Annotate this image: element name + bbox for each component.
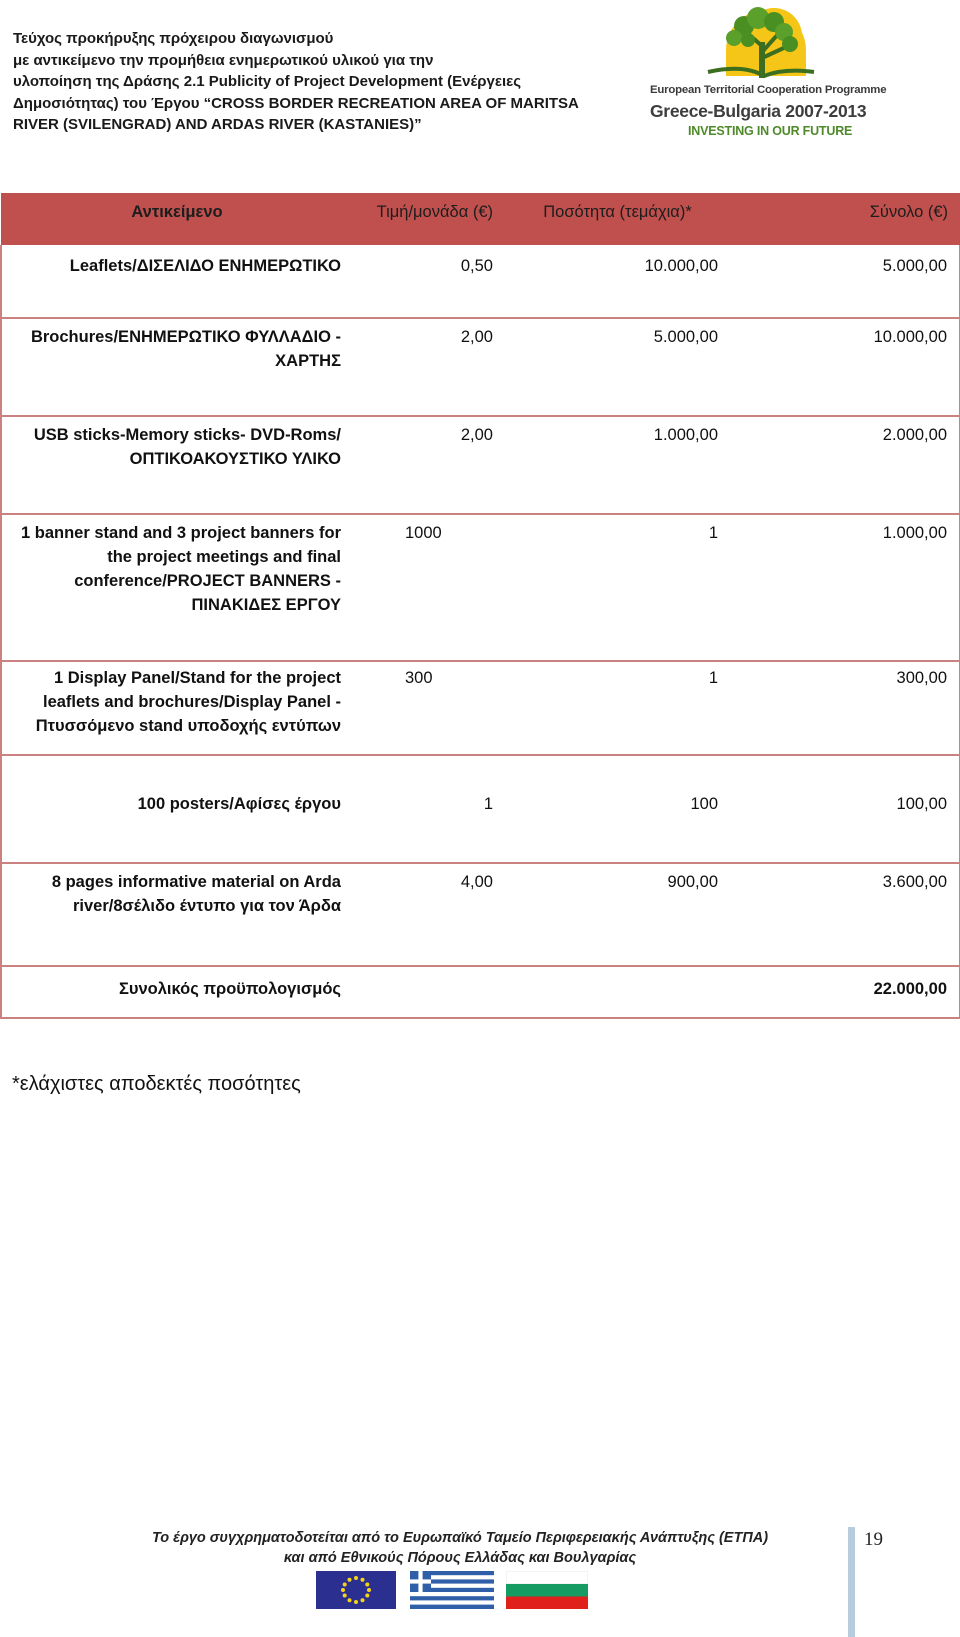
header-line: Δημοσιότητας) του Έργου “CROSS BORDER RECREATION AREA OF MARITSA	[13, 94, 579, 112]
row-total: 300,00	[730, 661, 960, 755]
quantity: 1.000,00	[505, 416, 730, 514]
item-name: 1 Display Panel/Stand for the project leaflets and brochures/Display Panel - Πτυσσόμενο stand υποδοχής εντύπων	[1, 661, 353, 755]
footer-line: και από Εθνικούς Πόρους Ελλάδας και Βουλγαρίας	[283, 1550, 637, 1566]
unit-price: 1000	[353, 514, 505, 661]
greece-flag-icon	[410, 1571, 494, 1609]
column-header-total: Σύνολο (€)	[730, 193, 960, 245]
table-row	[1, 416, 960, 514]
table-row	[1, 245, 960, 318]
item-name: Brochures/ΕΝΗΜΕΡΩΤΙΚΟ ΦΥΛΛΑΔΙΟ - ΧΑΡΤΗΣ	[1, 318, 353, 416]
eu-flag-icon	[316, 1571, 396, 1609]
page-number: 19	[864, 1529, 883, 1550]
table-row	[1, 863, 960, 966]
footer-funding-text	[120, 1528, 800, 1568]
quantity: 1	[505, 514, 730, 661]
bulgaria-flag-icon	[506, 1571, 588, 1609]
header-line: με αντικείμενο την προμήθεια ενημερωτικού υλικού για την	[13, 51, 434, 69]
logo-programme-text: European Territorial Cooperation Programme	[650, 84, 887, 96]
table-row	[1, 755, 960, 863]
header-line: υλοποίηση της Δράσης 2.1 Publicity of Project Development (Ενέργειες	[13, 73, 522, 91]
row-total: 100,00	[730, 755, 960, 863]
footnote: *ελάχιστες αποδεκτές ποσότητες	[12, 1073, 301, 1095]
table-header-row	[1, 193, 960, 245]
column-header-quantity: Ποσότητα (τεμάχια)*	[505, 193, 730, 245]
row-total: 10.000,00	[730, 318, 960, 416]
logo-slogan-text: INVESTING IN OUR FUTURE	[688, 124, 853, 138]
column-header-item: Αντικείμενο	[1, 193, 353, 245]
quantity: 900,00	[505, 863, 730, 966]
unit-price: 2,00	[353, 416, 505, 514]
quantity: 100	[505, 755, 730, 863]
unit-price: 2,00	[353, 318, 505, 416]
item-name: USB sticks-Memory sticks- DVD-Roms/ΟΠΤΙΚΟΑΚΟΥΣΤΙΚΟ ΥΛΙΚΟ	[1, 416, 353, 514]
budget-table	[0, 193, 960, 1019]
quantity: 1	[505, 661, 730, 755]
footer-line: Το έργο συγχρηματοδοτείται από το Ευρωπαϊκό Ταμείο Περιφερειακής Ανάπτυξης (ΕΤΠΑ)	[151, 1530, 769, 1546]
header-line: Τεύχος προκήρυξης πρόχειρου διαγωνισμού	[13, 30, 334, 47]
table-row	[1, 661, 960, 755]
item-name: Leaflets/ΔΙΣΕΛΙΔΟ ΕΝΗΜΕΡΩΤΙΚΟ	[1, 245, 353, 318]
programme-logo	[646, 6, 887, 140]
unit-price: 1	[353, 755, 505, 863]
logo-name-text: Greece-Bulgaria 2007-2013	[650, 101, 867, 121]
row-total: 5.000,00	[730, 245, 960, 318]
column-header-unit-price: Τιμή/μονάδα (€)	[353, 193, 505, 245]
grand-total: 22.000,00	[730, 966, 960, 1018]
unit-price: 300	[353, 661, 505, 755]
unit-price: 0,50	[353, 245, 505, 318]
header-line: RIVER (SVILENGRAD) AND ARDAS RIVER (KASTANIES)”	[13, 116, 422, 134]
row-total: 2.000,00	[730, 416, 960, 514]
table-row	[1, 514, 960, 661]
item-name: 100 posters/Αφίσες έργου	[1, 755, 353, 863]
unit-price: 4,00	[353, 863, 505, 966]
quantity: 10.000,00	[505, 245, 730, 318]
item-name: 8 pages informative material on Arda river/8σέλιδο έντυπο για τον Άρδα	[1, 863, 353, 966]
total-label: Συνολικός προϋπολογισμός	[1, 966, 353, 1018]
row-total: 1.000,00	[730, 514, 960, 661]
document-header	[13, 28, 613, 136]
row-total: 3.600,00	[730, 863, 960, 966]
quantity: 5.000,00	[505, 318, 730, 416]
tree-logo-icon	[704, 6, 816, 82]
table-row	[1, 318, 960, 416]
page-edge-bar	[848, 1527, 855, 1637]
table-total-row	[1, 966, 960, 1018]
item-name: 1 banner stand and 3 project banners for the project meetings and final conference/PROJECT BANNERS - ΠΙΝΑΚΙΔΕΣ ΕΡΓΟΥ	[1, 514, 353, 661]
